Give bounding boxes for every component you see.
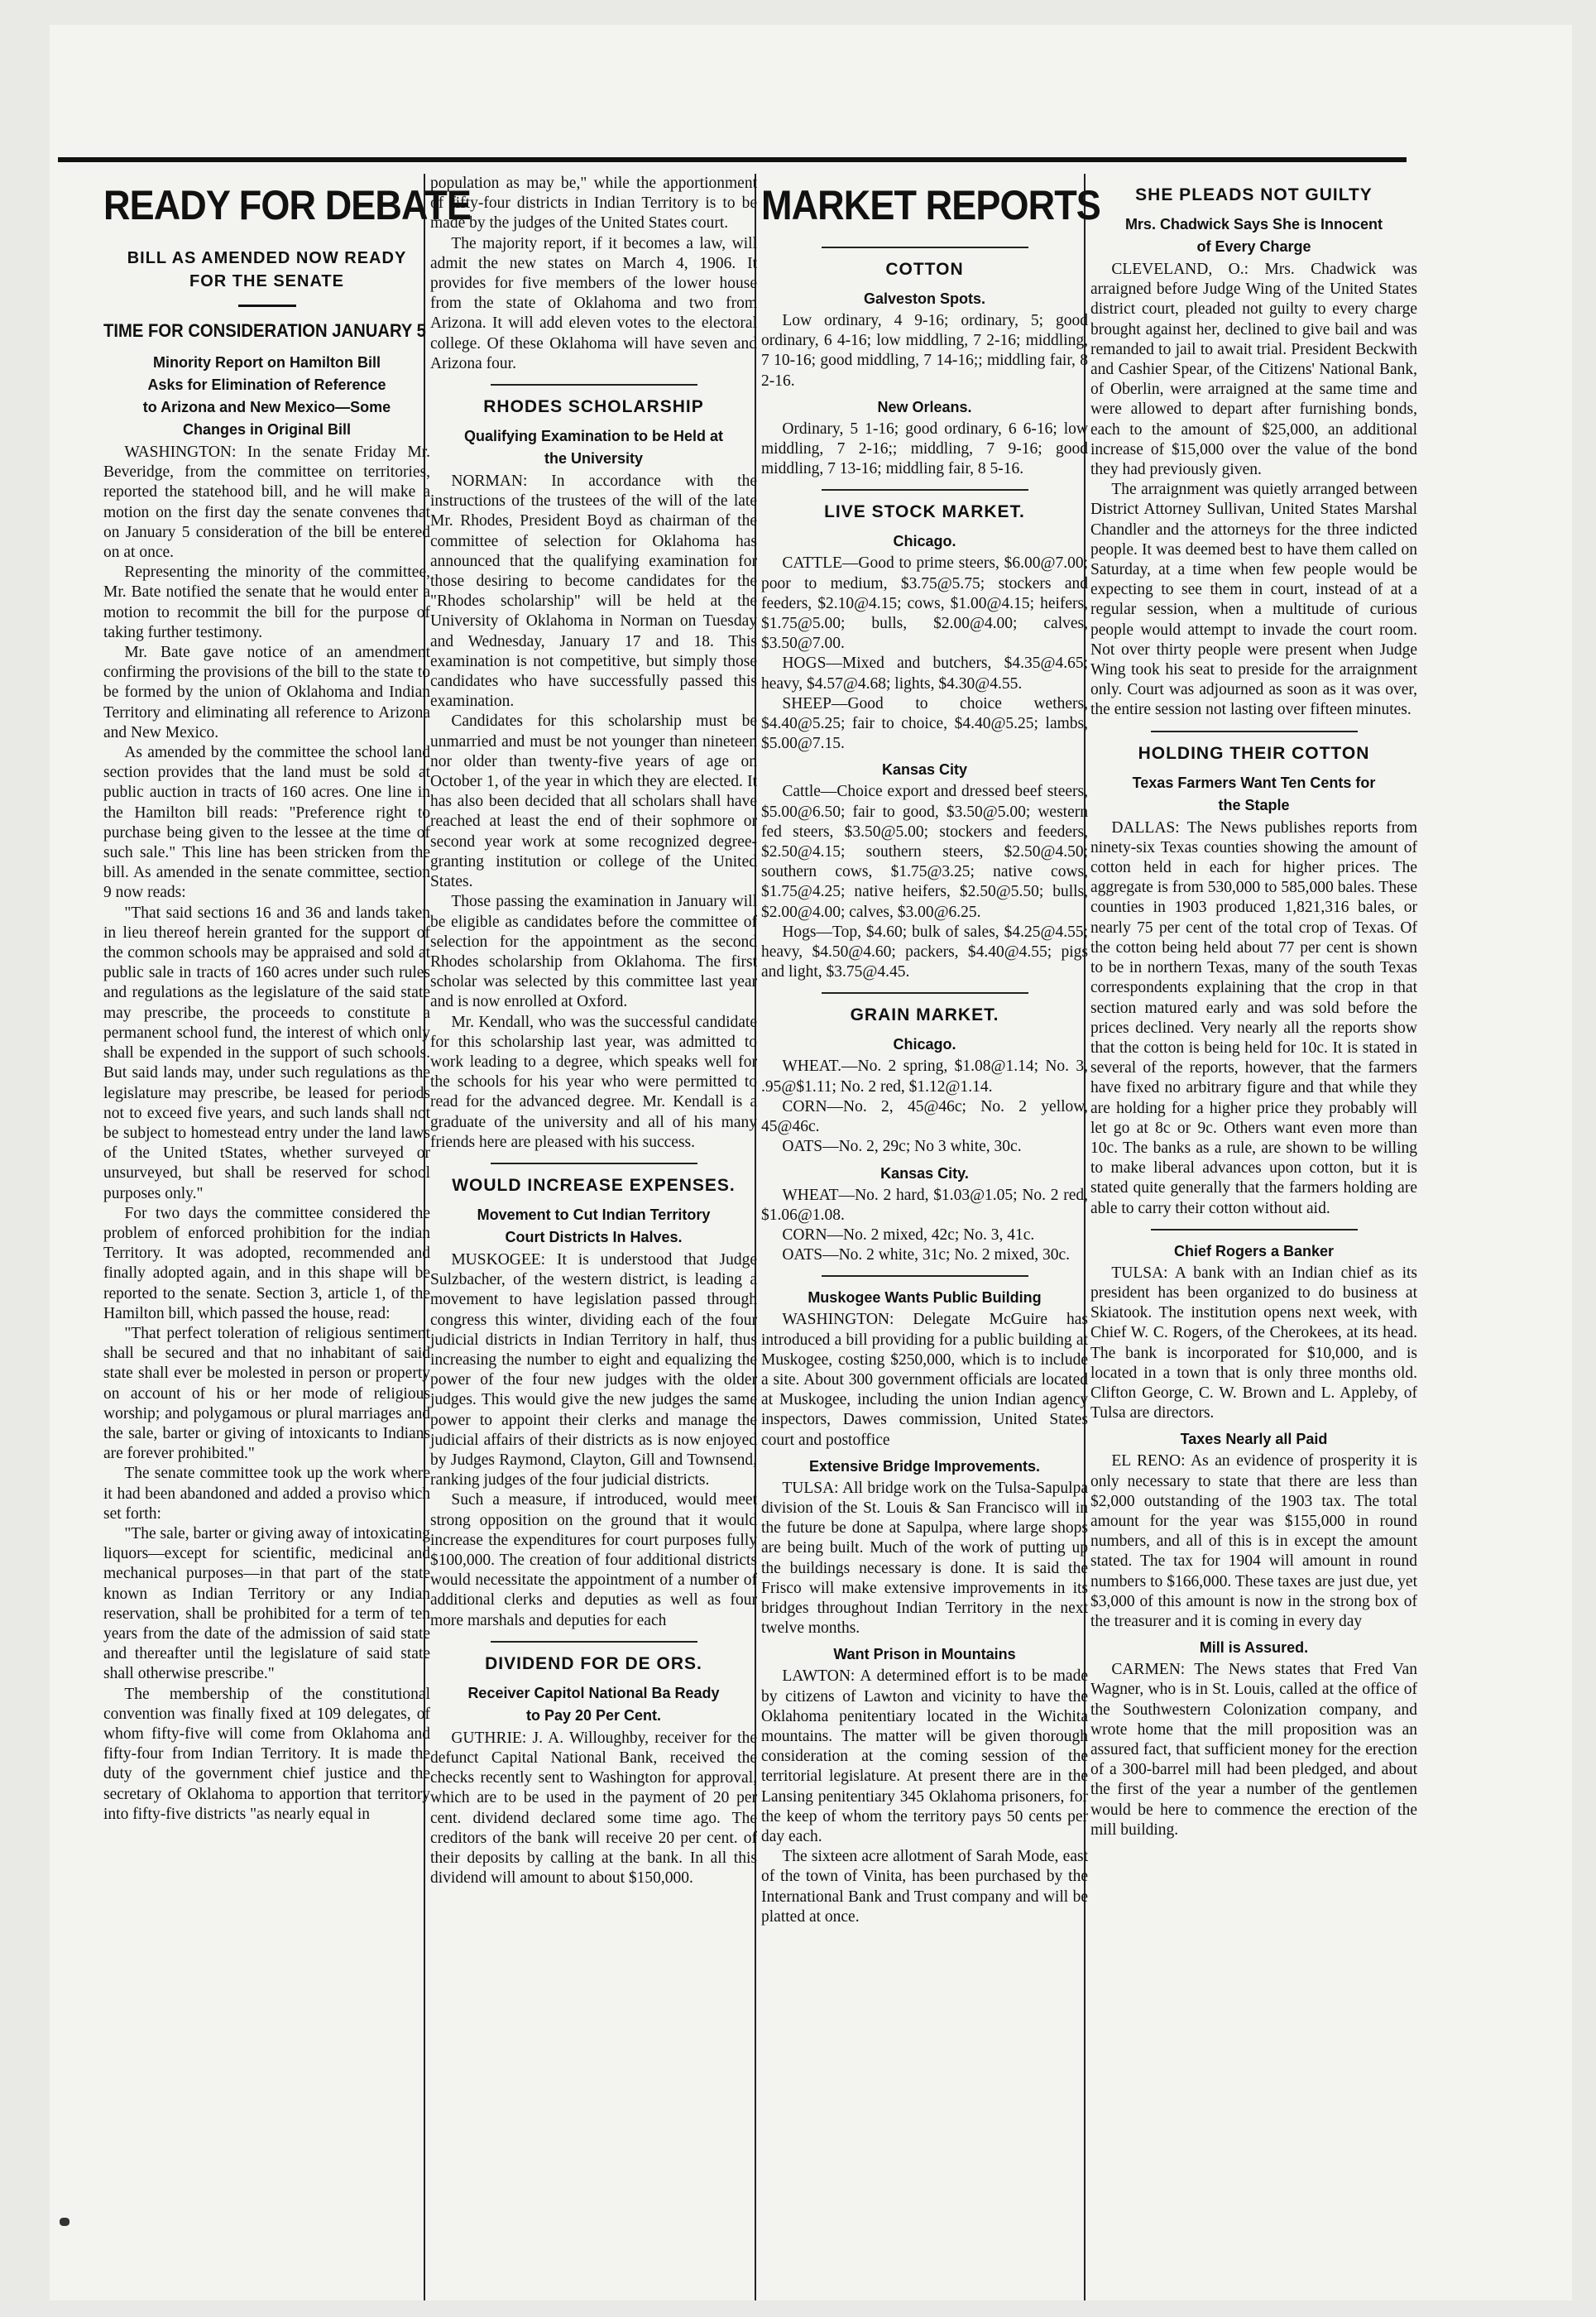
market-paragraph: CATTLE—Good to prime steers, $6.00@7.00; poor to medium, $3.75@5.75; stockers and feeders, $2.10@4.15; cows, $1.00@4.15; heifers, $1.75@5.00; bulls, $2.00@4.00; calves, $3.50@7.00. xyxy=(761,554,1088,653)
article-paragraph: Representing the minority of the committee, Mr. Bate notified the senate that he would enter a motion to recommit the bill for the purpose of taking further testimony. xyxy=(103,564,430,641)
livestock-head: LIVE STOCK MARKET. xyxy=(824,502,1025,522)
article-paragraph: "That perfect toleration of religious sentiment shall be secured and that no inhabitant of said state shall ever be molested in person or property on account of his or her mode of religious worship; and polygamous or plural marriages and the sale, barter or giving of intoxicants to Indians are forever prohibited." xyxy=(103,1324,430,1463)
article-paragraph: DALLAS: The News publishes reports from ninety-six Texas counties showing the amount of cotton held in each for higher prices. The aggregate is from 530,000 to 585,000 bales. These counties in 1903 produced 1,821,316 bales, or nearly 75 per cent of the total crop of Texas. Of the cotton being held about 77 per cent is shown to be in northern Texas, many of the south Texas correspondents explaining that the crop in that section matured early and was sold before the prices declined. Very nearly all the reports show that the cotton is being held for 10c. It is stated in several of the reports, however, that the farmers have fixed no arbitrary figure and that while they are holding for a higher price they probably will let go at 8c or 9c. Others want even more than 10c. The banks as a rule, are shown to be willing to make liberal advances upon cotton, but it is stated quite generally that the farmers holding are able to carry their cotton without aid. xyxy=(1090,818,1417,1217)
market-paragraph: WHEAT—No. 2 hard, $1.03@1.05; No. 2 red, $1.06@1.08. xyxy=(761,1186,1088,1224)
neworleans-head: New Orleans. xyxy=(877,398,972,415)
rogers-head: Chief Rogers a Banker xyxy=(1173,1242,1335,1259)
kansas-head: Kansas City xyxy=(881,761,968,779)
masthead-rule xyxy=(58,157,1407,162)
rhodes-head: RHODES SCHOLARSHIP xyxy=(483,397,704,417)
article-paragraph: CARMEN: The News states that Fred Van Wagner, who is in St. Louis, called at the office of the Southwestern Colonization company, and wrote home that the mill proposition was an assured fact, that sufficient money for the erection of a 300-barrel mill had been pledged, and about the first of the year a number of the gentlemen would be here to commence the erection of the mill building. xyxy=(1090,1661,1417,1839)
market-paragraph: OATS—No. 2, 29c; No 3 white, 30c. xyxy=(782,1138,1022,1156)
article-paragraph: The sixteen acre allotment of Sarah Mode, east of the town of Vinita, has been purchased by the International Bank and Trust company and will be platted at once. xyxy=(761,1848,1088,1926)
muskogee-head: Muskogee Wants Public Building xyxy=(808,1289,1042,1307)
article-paragraph: CLEVELAND, O.: Mrs. Chadwick was arraigned before Judge Wing of the United States district court, pleaded not guilty to every charge brought against her, declined to give bail and was remanded to jail to await trial. President Beckwith and Cashier Spear, of the Citizens' National Bank, of Oberlin, were arraigned at the same time and were allowed to depart after furnishing bonds, each to the amount of $25,000, an additional increase of $15,000 over the value of the bond they had previously given. xyxy=(1090,261,1417,479)
article-paragraph: "The sale, barter or giving away of intoxicating liquors—except for scientific, medicinal and mechanical purposes—in that part of the state known as Indian Territory or any Indian reservation, shall be prohibited for a term of ten years from the date of the admission of said state and thereafter until the legislature of said state shall otherwise prescribe." xyxy=(103,1524,431,1683)
deck: Minority Report on Hamilton Bill Asks for Elimination of Reference to Arizona and New Mexico—Some Changes in Original Bill xyxy=(142,354,391,438)
grain-head: GRAIN MARKET. xyxy=(850,1005,999,1025)
article-paragraph: EL RENO: As an evidence of prosperity it is only necessary to state that there are less than $2,000 outstanding of the 1903 tax. The total amount for the year was $155,000 in round numbers, and all of this is in except the amount stated. The tax for 1904 will amount in round numbers to $166,000. These taxes are just due, yet $3,000 of this amount is now in the strong box of the treasurer and it is coming in every day xyxy=(1090,1452,1417,1630)
pleads-head: SHE PLEADS NOT GUILTY xyxy=(1135,185,1373,204)
article-paragraph: Mr. Bate gave notice of an amendment confirming the provisions of the bill to the state to be formed by the union of Oklahoma and Indian Territory and eliminating all reference to Arizona and New Mexico. xyxy=(103,644,430,741)
galveston-head: Galveston Spots. xyxy=(863,290,986,307)
headline-ready-for-debate: READY FOR DEBATE xyxy=(103,182,471,228)
market-paragraph: HOGS—Mixed and butchers, $4.35@4.65; heavy, $4.57@4.68; lights, $4.30@4.55. xyxy=(761,655,1088,693)
article-paragraph: As amended by the committee the school land section provides that the land must be sold at public auction in tracts of 160 acres. One line in the Hamilton bill reads: "Preference right to purchase being given to the lessee at the time of such sale." This line has been stricken from the bill. As amended in the senate committee, section 9 now reads: xyxy=(103,744,430,902)
prison-head: Want Prison in Mountains xyxy=(833,1646,1016,1663)
market-paragraph: Hogs—Top, $4.60; bulk of sales, $4.25@4.55; heavy, $4.50@4.60; packers, $4.40@4.55; pigs and light, $3.75@4.45. xyxy=(761,923,1088,981)
article-paragraph: GUTHRIE: J. A. Willoughby, receiver for the defunct Capital National Bank, received the checks recently sent to Washington for approval, which are to be used in the payment of 20 per cent. dividend declared some time ago. The creditors of the bank will receive 20 per cent. of their deposits by calling at the bank. In all this dividend will amount to about $150,000. xyxy=(430,1729,757,1888)
divider xyxy=(822,1275,1028,1277)
cotton-head: COTTON xyxy=(885,260,964,279)
chicago-head: Chicago. xyxy=(893,533,956,550)
divider xyxy=(491,384,697,386)
expenses-deck: Movement to Cut Indian Territory Court Districts In Halves. xyxy=(477,1206,711,1245)
article-paragraph: Candidates for this scholarship must be unmarried and must be not younger than nineteen nor older than twenty-five years of age on October 1, of the year in which they are elected. It has also been decided that all scholars shall have reached at least the end of their sophmore or second year work at some recognized degree-granting institution or college of the United States. xyxy=(430,712,757,891)
article-paragraph: MUSKOGEE: It is understood that Judge Sulzbacher, of the western district, is leading a movement to have legislation passed through congress this winter, dividing each of the four judicial districts in Indian Territory in half, thus increasing the number to eight and equalizing the power of the four new judges with the older judges. This would give the new judges the same power to appoint their clerks and manage the judicial affairs of their districts as is now enjoyed by Judges Raymond, Clayton, Gill and Townsend, ranking judges of the four judicial districts. xyxy=(430,1250,757,1490)
article-paragraph: The senate committee took up the work where it had been abandoned and added a proviso which set forth: xyxy=(103,1465,430,1523)
cotton-deck: Texas Farmers Want Ten Cents for the Staple xyxy=(1132,774,1376,813)
column-3 xyxy=(761,174,1100,2292)
article-paragraph: WASHINGTON: Delegate McGuire has introduced a bill providing for a public building at Muskogee, costing $250,000, which is to include a site. About 300 government officials are located at Muskogee, including the union Indian agency inspectors, Dawes commission, United States court and postoffice xyxy=(761,1311,1088,1449)
divider xyxy=(1151,1229,1358,1230)
article-paragraph: TULSA: All bridge work on the Tulsa-Sapulpa division of the St. Louis & San Francisco will in the future be done at Sapulpa, where large shops are being built. Much of the work of putting up the buildings necessary is done. It is said the Frisco will make extensive improvements in its bridges throughout Indian Territory in the next twelve months. xyxy=(761,1479,1088,1638)
market-paragraph: Ordinary, 5 1-16; good ordinary, 6 6-16; low middling, 7 2-16;; middling, 7 9-16; good middling, 7 13-16; middling fair, 8 5-16. xyxy=(761,420,1088,478)
article-paragraph: For two days the committee considered the problem of enforced prohibition for the indian Territory. It was adopted, recommended and finally adopted again, and in this shape will be reported to the senate. Section 3, article 1, of the Hamilton bill, which passed the house, read: xyxy=(103,1204,430,1322)
time-head: TIME FOR CONSIDERATION JANUARY 5 xyxy=(103,320,426,341)
expenses-head: WOULD INCREASE EXPENSES. xyxy=(452,1175,736,1195)
dividend-deck: Receiver Capitol National Ba Ready to Pay 20 Per Cent. xyxy=(467,1684,720,1724)
ink-smudge xyxy=(60,2218,69,2226)
mill-head: Mill is Assured. xyxy=(1199,1639,1309,1657)
market-paragraph: CORN—No. 2, 45@46c; No. 2 yellow, 45@46c. xyxy=(761,1097,1088,1136)
column-1 xyxy=(103,174,471,2292)
article-paragraph: TULSA: A bank with an Indian chief as its president has been organized to do business at Skiatook. The institution opens next week, with Chief W. C. Rogers, of the Cherokees, at its head. The bank is incorporated for $10,000, and is located in a town that is only three months old. Clifton George, C. W. Brown and L. Appleby, of Tulsa are directors. xyxy=(1090,1264,1417,1422)
column-4 xyxy=(1090,174,1417,2292)
article-paragraph: The arraignment was quietly arranged between District Attorney Sullivan, United States Marshal Chandler and the attorneys for the three indicted people. It was deemed best to have them called on Saturday, at a time when few people would be expecting to see them in court, instead of at a regular session, when a multitude of curious people would attempt to invade the court room. Not over thirty people were present when Judge Wing took his seat to preside for the arraignment only. Court was adjourned as soon as it was over, the entire session not lasting over fifteen minutes. xyxy=(1090,481,1417,719)
pleads-deck: Mrs. Chadwick Says She is Innocent of Every Charge xyxy=(1124,216,1383,255)
divider xyxy=(822,247,1028,248)
article-paragraph: LAWTON: A determined effort is to be made by citizens of Lawton and vicinity to have the Oklahoma penitentiary located in the Wichita mountains. The matter will be given thorough consideration at the coming session of the territorial legislature. At present there are in the Lansing penitentiary 345 Oklahoma prisoners, for the keep of whom the territory pays 50 cents per day each. xyxy=(761,1667,1088,1845)
rhodes-deck: Qualifying Examination to be Held at the University xyxy=(463,428,724,468)
bridge-head: Extensive Bridge Improvements. xyxy=(808,1457,1041,1475)
market-paragraph: WHEAT.—No. 2 spring, $1.08@1.14; No. 3, .95@$1.11; No. 2 red, $1.12@1.14. xyxy=(761,1058,1088,1096)
divider xyxy=(238,305,296,307)
subhead: BILL AS AMENDED NOW READY FOR THE SENATE xyxy=(127,249,407,290)
article-paragraph: Mr. Kendall, who was the successful candidate for this scholarship last year, was admitted to work leading to a degree, which speaks well for the schools for his year who were permitted to read for the advanced degree. Mr. Kendall is a graduate of the university and all of his many friends here are pleased with his success. xyxy=(430,1013,757,1151)
article-paragraph: Such a measure, if introduced, would meet strong opposition on the ground that it would increase the expenditures for court purposes fully $100,000. The creation of four additional districts would necessitate the appointment of a number of additional clerks and deputies as well as four more marshals and deputies for each xyxy=(430,1491,757,1629)
market-paragraph: OATS—No. 2 white, 31c; No. 2 mixed, 30c. xyxy=(782,1246,1071,1264)
dividend-head: DIVIDEND FOR DE ORS. xyxy=(485,1653,702,1673)
article-paragraph: Those passing the examination in January will be eligible as candidates before the committee of selection for the appointment as the second Rhodes scholarship from Oklahoma. The first scholar was selected by this committee last year and is now enrolled at Oxford. xyxy=(430,893,757,1011)
market-paragraph: Low ordinary, 4 9-16; ordinary, 5; good ordinary, 6 4-16; low middling, 7 2-16; middling, 7 10-16; good middling, 7 14-16;; middling fair, 8 2-16. xyxy=(761,312,1088,390)
cotton-head: HOLDING THEIR COTTON xyxy=(1138,743,1370,763)
article-paragraph: "That said sections 16 and 36 and lands taken in lieu thereof herein granted for the support of the common schools may be appraised and sold at public sale in tracts of 160 acres under such rules and regulations as the legislature of the said state may prescribe, the proceeds to constitute a permanent school fund, the interest of which only shall be expended in the support of such schools. But said lands may, under such regulations as the legislature may prescribe, be leased for periods not to exceed five years, and such lands shall not be subject to homestead entry under the land laws of the United tStates, whether surveyed or unsurveyed, but shall be reserved for school purposes only." xyxy=(103,904,430,1202)
headline-market-reports: MARKET REPORTS xyxy=(761,182,1100,228)
taxes-head: Taxes Nearly all Paid xyxy=(1180,1431,1328,1448)
article-paragraph: population as may be," while the apportionment of fifty-four districts in Indian Territory is to be made by the judges of the United States court. xyxy=(430,175,757,233)
market-paragraph: SHEEP—Good to choice wethers, $4.40@5.25; fair to choice, $4.40@5.25; lambs, $5.00@7.15. xyxy=(761,694,1088,753)
article-paragraph: WASHINGTON: In the senate Friday Mr. Beveridge, from the committee on territories, reported the statehood bill, and he will make a motion on the first day the senate convenes that on January 5 consideration of the bill be entered on at once. xyxy=(103,444,430,562)
grain-chicago-head: Chicago. xyxy=(893,1036,956,1053)
grain-kansas-head: Kansas City. xyxy=(880,1164,969,1182)
article-paragraph: The membership of the constitutional convention was finally fixed at 109 delegates, of whom fifty-five will come from Oklahoma and fifty-four from Indian Territory. It is made the duty of the government chief justice and the secretary of Oklahoma to apportion that territory into fifty-five districts "as nearly equal in xyxy=(103,1685,430,1823)
article-paragraph: The majority report, if it becomes a law, will admit the new states on March 4, 1906. It provides for five members of the lower house from the state of Oklahoma and two from Arizona. It will add eleven votes to the electoral college. Of these Oklahoma will have seven and Arizona four. xyxy=(430,234,757,372)
divider xyxy=(491,1163,697,1164)
market-paragraph: CORN—No. 2 mixed, 42c; No. 3, 41c. xyxy=(782,1226,1035,1244)
article-paragraph: NORMAN: In accordance with the instructions of the trustees of the will of the late Mr. Rhodes, President Boyd as chairman of the committee of selection for Oklahoma has announced that the qualifying examination for those desiring to become candidates for the "Rhodes scholarship" will be held at the University of Oklahoma in Norman on Tuesday and Wednesday, January 17 and 18. This examination is not competitive, but simply those candidates who have successfully passed this examination. xyxy=(430,473,757,711)
market-paragraph: Cattle—Choice export and dressed beef steers, $5.00@6.50; fair to good, $3.50@5.00; western fed steers, $3.50@5.00; stockers and feeders, $2.50@4.15; southern steers, $2.50@4.50; southern cows, $1.75@3.25; native cows, $1.75@4.25; native heifers, $2.50@5.50; bulls, $2.00@4.00; calves, $3.00@6.25. xyxy=(761,783,1088,921)
column-2 xyxy=(430,174,757,2292)
divider xyxy=(822,992,1028,994)
divider xyxy=(822,489,1028,491)
divider xyxy=(1151,731,1358,732)
divider xyxy=(491,1641,697,1643)
